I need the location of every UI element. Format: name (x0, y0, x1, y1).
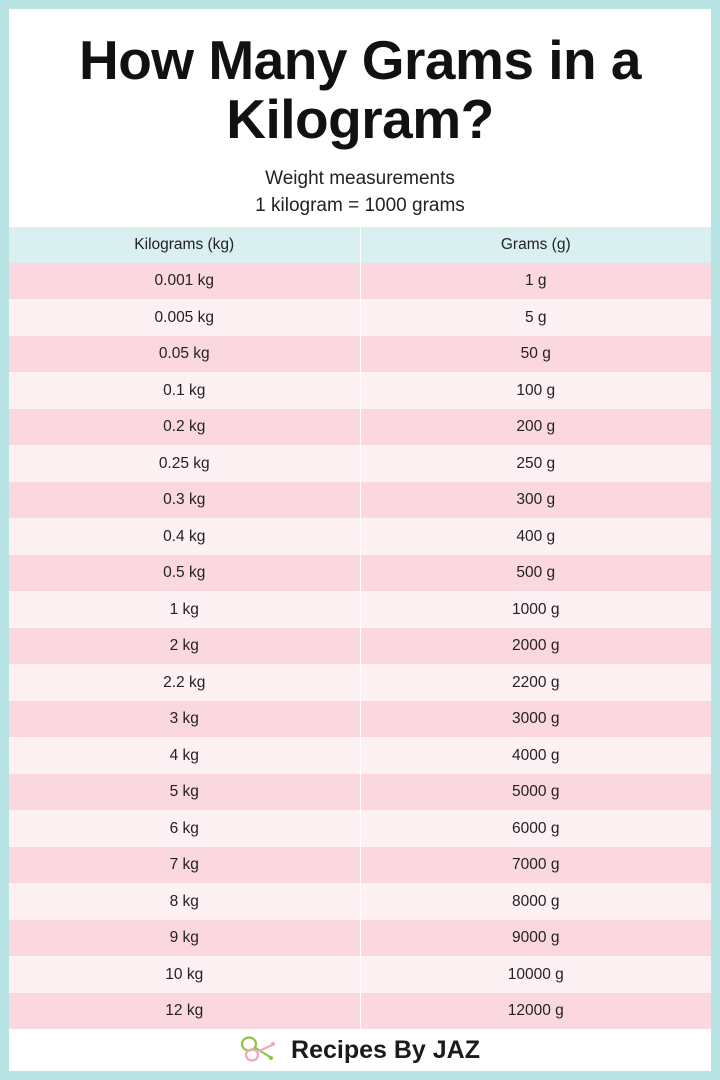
table-row (9, 628, 711, 665)
cell-grams: 3000 g (360, 701, 711, 738)
cell-grams: 12000 g (360, 993, 711, 1030)
table-row (9, 737, 711, 774)
footer (9, 1029, 711, 1071)
table-row (9, 956, 711, 993)
cell-grams: 5000 g (360, 774, 711, 811)
table-row (9, 810, 711, 847)
table-row (9, 482, 711, 519)
cell-grams: 7000 g (360, 847, 711, 884)
cell-grams: 10000 g (360, 956, 711, 993)
cell-kilograms: 0.4 kg (9, 518, 360, 555)
cell-kilograms: 2 kg (9, 628, 360, 665)
cell-kilograms: 5 kg (9, 774, 360, 811)
cell-grams: 500 g (360, 555, 711, 592)
table-body (9, 263, 711, 1030)
cell-kilograms: 9 kg (9, 920, 360, 957)
cell-grams: 250 g (360, 445, 711, 482)
cell-kilograms: 2.2 kg (9, 664, 360, 701)
cell-kilograms: 0.005 kg (9, 299, 360, 336)
column-header-grams: Grams (g) (360, 227, 711, 263)
cell-grams: 1 g (360, 263, 711, 300)
table-row (9, 774, 711, 811)
cell-grams: 400 g (360, 518, 711, 555)
table-row (9, 701, 711, 738)
page-inner (9, 9, 711, 1071)
cell-kilograms: 0.3 kg (9, 482, 360, 519)
table-row (9, 518, 711, 555)
cell-kilograms: 1 kg (9, 591, 360, 628)
cell-grams: 4000 g (360, 737, 711, 774)
table-row (9, 555, 711, 592)
table-row (9, 299, 711, 336)
cell-kilograms: 8 kg (9, 883, 360, 920)
cell-grams: 300 g (360, 482, 711, 519)
cell-grams: 50 g (360, 336, 711, 373)
cell-grams: 2000 g (360, 628, 711, 665)
cell-kilograms: 0.05 kg (9, 336, 360, 373)
table-row (9, 883, 711, 920)
cell-grams: 5 g (360, 299, 711, 336)
table-header (9, 227, 711, 263)
table-row (9, 993, 711, 1030)
conversion-equation: 1 kilogram = 1000 grams (255, 194, 465, 216)
cell-kilograms: 0.5 kg (9, 555, 360, 592)
cell-grams: 9000 g (360, 920, 711, 957)
page-subtitle: Weight measurements (265, 167, 455, 189)
table-row (9, 591, 711, 628)
cell-kilograms: 4 kg (9, 737, 360, 774)
table-row (9, 409, 711, 446)
table-row (9, 372, 711, 409)
cell-kilograms: 12 kg (9, 993, 360, 1030)
cell-kilograms: 6 kg (9, 810, 360, 847)
conversion-table (9, 227, 711, 1030)
table-row (9, 664, 711, 701)
column-header-kilograms: Kilograms (kg) (9, 227, 360, 263)
table-header-row (9, 227, 711, 263)
table-row (9, 847, 711, 884)
table-row (9, 920, 711, 957)
cell-kilograms: 0.001 kg (9, 263, 360, 300)
cell-grams: 2200 g (360, 664, 711, 701)
cell-grams: 200 g (360, 409, 711, 446)
page-title: How Many Grams in a Kilogram? (78, 29, 642, 151)
cell-kilograms: 0.2 kg (9, 409, 360, 446)
cell-kilograms: 7 kg (9, 847, 360, 884)
cell-kilograms: 10 kg (9, 956, 360, 993)
cell-grams: 6000 g (360, 810, 711, 847)
table-row (9, 263, 711, 300)
cell-kilograms: 0.1 kg (9, 372, 360, 409)
table-row (9, 336, 711, 373)
cell-grams: 1000 g (360, 591, 711, 628)
cell-grams: 100 g (360, 372, 711, 409)
brand-name: Recipes By JAZ (291, 1035, 480, 1064)
measuring-spoons-icon (240, 1035, 282, 1065)
table-row (9, 445, 711, 482)
cell-kilograms: 3 kg (9, 701, 360, 738)
cell-kilograms: 0.25 kg (9, 445, 360, 482)
cell-grams: 8000 g (360, 883, 711, 920)
